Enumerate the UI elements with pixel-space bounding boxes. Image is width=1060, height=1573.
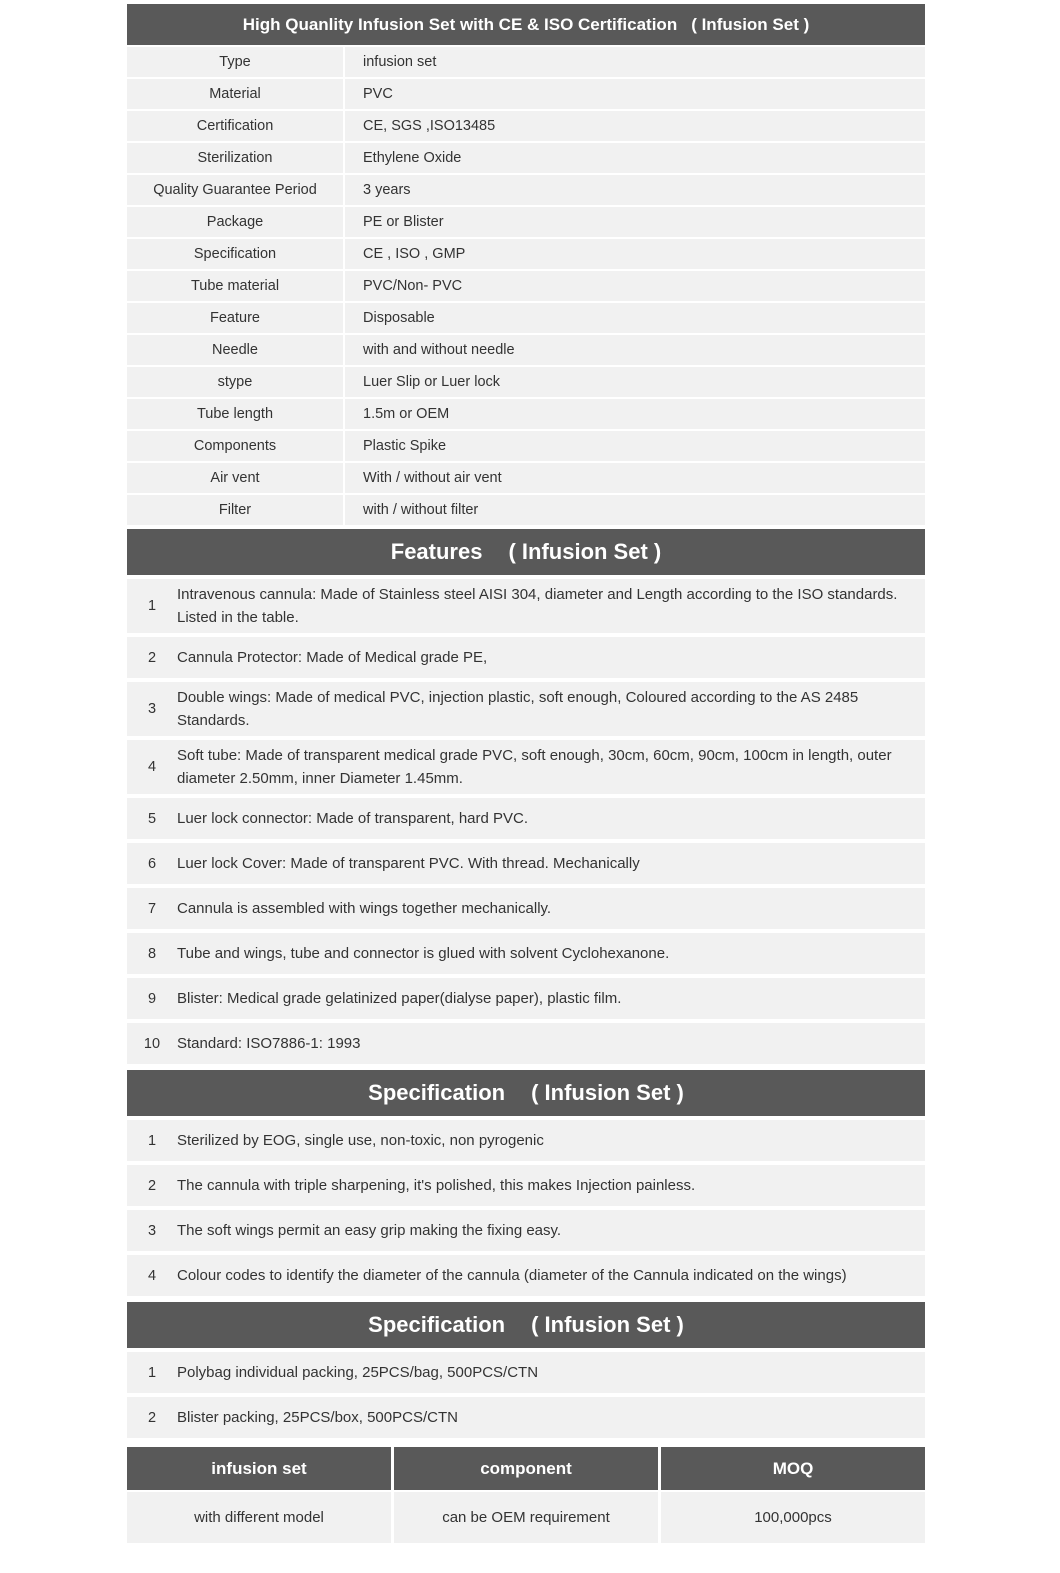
section-list: [127, 1352, 925, 1438]
row-value: infusion set: [345, 47, 925, 77]
list-item-number: 2: [147, 1409, 157, 1426]
section-list: [127, 1120, 925, 1296]
table-row: [127, 367, 925, 397]
section-heading-suffix: ( Infusion Set ): [531, 1312, 684, 1337]
row-label: Feature: [127, 303, 343, 333]
list-item: [127, 1120, 925, 1161]
table-row: [127, 47, 925, 77]
list-item-number: 3: [147, 701, 157, 717]
moq-table-data-row: [127, 1492, 925, 1543]
row-value: 3 years: [345, 175, 925, 205]
list-item: [127, 1352, 925, 1393]
list-item-text: Luer lock Cover: Made of transparent PVC. With thread. Mechanically: [177, 855, 640, 872]
row-label: Air vent: [127, 463, 343, 493]
row-label: stype: [127, 367, 343, 397]
list-item-text: Sterilized by EOG, single use, non-toxic, non pyrogenic: [177, 1132, 544, 1149]
table-row: [127, 239, 925, 269]
moq-data-cell: with different model: [127, 1492, 391, 1543]
list-item-number: 4: [147, 759, 157, 775]
row-value: Plastic Spike: [345, 431, 925, 461]
list-item-text: Blister packing, 25PCS/box, 500PCS/CTN: [177, 1409, 458, 1426]
row-value: CE , ISO , GMP: [345, 239, 925, 269]
list-item-text: Polybag individual packing, 25PCS/bag, 500PCS/CTN: [177, 1364, 539, 1381]
list-item: [127, 1255, 925, 1296]
row-label: Specification: [127, 239, 343, 269]
row-value: 1.5m or OEM: [345, 399, 925, 429]
list-item-number: 8: [147, 945, 157, 962]
list-item: [127, 740, 925, 794]
section-heading: Specification: [368, 1080, 506, 1105]
section-list: [127, 579, 925, 1064]
moq-header-cell: infusion set: [127, 1447, 391, 1490]
section-header-bar: [127, 1302, 925, 1348]
row-label: Components: [127, 431, 343, 461]
list-item: [127, 978, 925, 1019]
row-value: Ethylene Oxide: [345, 143, 925, 173]
row-label: Tube material: [127, 271, 343, 301]
product-title-suffix: ( Infusion Set ): [691, 14, 810, 34]
list-item-text: Tube and wings, tube and connector is glued with solvent Cyclohexanone.: [177, 945, 670, 962]
section-2: [127, 1302, 925, 1438]
table-row: [127, 79, 925, 109]
section-heading-suffix: ( Infusion Set ): [508, 539, 662, 564]
table-row: [127, 111, 925, 141]
row-label: Quality Guarantee Period: [127, 175, 343, 205]
list-item-number: 6: [147, 855, 157, 872]
moq-header-cell: component: [394, 1447, 658, 1490]
product-title-bar: [127, 4, 925, 45]
list-item-number: 1: [147, 598, 157, 614]
list-item-number: 4: [147, 1267, 157, 1284]
row-value: PE or Blister: [345, 207, 925, 237]
row-label: Certification: [127, 111, 343, 141]
table-row: [127, 207, 925, 237]
table-row: [127, 175, 925, 205]
list-item-text: Luer lock connector: Made of transparent, hard PVC.: [177, 810, 529, 827]
list-item-number: 1: [147, 1364, 157, 1381]
list-item-number: 3: [147, 1222, 157, 1239]
table-row: [127, 271, 925, 301]
list-item: [127, 1023, 925, 1064]
list-item-number: 9: [147, 990, 157, 1007]
table-row: [127, 431, 925, 461]
list-item: [127, 933, 925, 974]
row-label: Type: [127, 47, 343, 77]
row-value: PVC/Non- PVC: [345, 271, 925, 301]
row-label: Sterilization: [127, 143, 343, 173]
list-item: [127, 888, 925, 929]
row-value: with / without filter: [345, 495, 925, 525]
list-item-text: Cannula Protector: Made of Medical grade PE,: [177, 649, 488, 666]
section-1: [127, 1070, 925, 1296]
section-header-bar: [127, 529, 925, 575]
list-item-text: Intravenous cannula: Made of Stainless steel AISI 304, diameter and Length according to the ISO standards. Listed in the table.: [177, 586, 898, 626]
list-item-text: Blister: Medical grade gelatinized paper(dialyse paper), plastic film.: [177, 990, 622, 1007]
section-heading-suffix: ( Infusion Set ): [531, 1080, 684, 1105]
list-item-text: Standard: ISO7886-1: 1993: [177, 1035, 361, 1052]
sections: [127, 529, 925, 1438]
table-row: [127, 335, 925, 365]
row-label: Filter: [127, 495, 343, 525]
moq-data-cell: 100,000pcs: [661, 1492, 925, 1543]
list-item-number: 1: [147, 1132, 157, 1149]
list-item-text: Colour codes to identify the diameter of the cannula (diameter of the Cannula indicated on the wings): [177, 1267, 847, 1284]
row-value: With / without air vent: [345, 463, 925, 493]
row-value: with and without needle: [345, 335, 925, 365]
product-title: High Quanlity Infusion Set with CE & ISO Certification: [242, 14, 678, 34]
list-item: [127, 798, 925, 839]
list-item: [127, 1165, 925, 1206]
list-item-number: 7: [147, 900, 157, 917]
list-item-text: The soft wings permit an easy grip making the fixing easy.: [177, 1222, 562, 1239]
list-item: [127, 1210, 925, 1251]
list-item-text: The cannula with triple sharpening, it's polished, this makes Injection painless.: [177, 1177, 696, 1194]
list-item: [127, 1397, 925, 1438]
row-value: PVC: [345, 79, 925, 109]
product-sheet: [127, 0, 925, 1543]
row-value: CE, SGS ,ISO13485: [345, 111, 925, 141]
list-item-number: 2: [147, 649, 157, 666]
list-item-text: Soft tube: Made of transparent medical grade PVC, soft enough, 30cm, 60cm, 90cm, 100cm in length, outer diameter 2.50mm, inner Diameter 1.45mm.: [177, 747, 892, 787]
table-row: [127, 143, 925, 173]
moq-header-cell: MOQ: [661, 1447, 925, 1490]
product-spec-table: [127, 47, 925, 525]
row-value: Disposable: [345, 303, 925, 333]
table-row: [127, 495, 925, 525]
row-label: Material: [127, 79, 343, 109]
section-0: [127, 529, 925, 1064]
list-item: [127, 637, 925, 678]
row-label: Needle: [127, 335, 343, 365]
row-value: Luer Slip or Luer lock: [345, 367, 925, 397]
list-item-number: 10: [143, 1035, 161, 1052]
moq-table: [127, 1447, 925, 1543]
row-label: Tube length: [127, 399, 343, 429]
list-item: [127, 843, 925, 884]
list-item-text: Cannula is assembled with wings together mechanically.: [177, 900, 552, 917]
list-item: [127, 579, 925, 633]
table-row: [127, 399, 925, 429]
table-row: [127, 463, 925, 493]
list-item: [127, 682, 925, 736]
moq-data-cell: can be OEM requirement: [394, 1492, 658, 1543]
list-item-text: Double wings: Made of medical PVC, injection plastic, soft enough, Coloured according to the AS 2485 Standards.: [177, 689, 859, 729]
table-row: [127, 303, 925, 333]
section-heading: Specification: [368, 1312, 506, 1337]
moq-table-header-row: [127, 1447, 925, 1490]
row-label: Package: [127, 207, 343, 237]
section-heading: Features: [390, 539, 483, 564]
list-item-number: 2: [147, 1177, 157, 1194]
section-header-bar: [127, 1070, 925, 1116]
list-item-number: 5: [147, 810, 157, 827]
